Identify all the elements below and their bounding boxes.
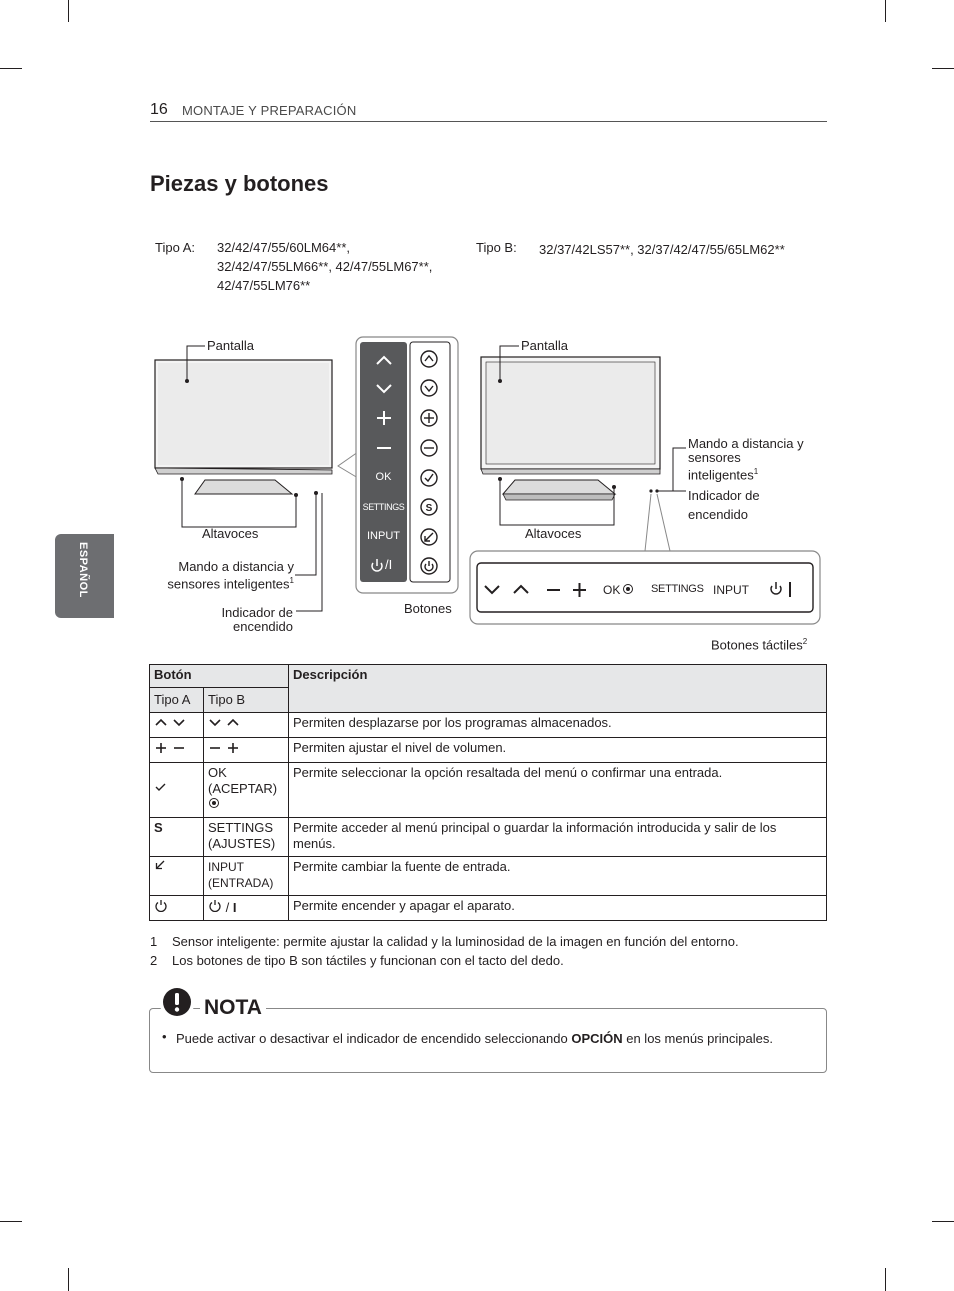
- table-row: [150, 763, 827, 818]
- crop-mark: [68, 1268, 69, 1291]
- power-icon: [154, 898, 168, 912]
- footnote-1: 1 Sensor inteligente: permite ajustar la calidad y la luminosidad de la imagen en función del entorno.: [150, 934, 739, 949]
- minus-plus-icon: [208, 740, 244, 754]
- touch-input-label: INPUT: [713, 583, 749, 597]
- svg-text:S: S: [425, 503, 433, 514]
- ok-dot-icon: [208, 797, 220, 809]
- cell-type-b: [204, 713, 289, 738]
- cell-description: Permite seleccionar la opción resaltada del menú o confirmar una entrada.: [289, 763, 827, 818]
- down-up-icon: [208, 715, 244, 729]
- note-title: NOTA: [200, 996, 266, 1020]
- cell-type-a: [150, 896, 204, 921]
- cell-type-a: [150, 763, 204, 818]
- touch-settings-label: SETTINGS: [651, 583, 704, 595]
- crop-mark: [0, 1221, 22, 1222]
- table-row: [150, 738, 827, 763]
- section-title: MONTAJE Y PREPARACIÓN: [182, 103, 357, 118]
- button-panel-illustration: [356, 337, 458, 593]
- cell-type-a: [150, 713, 204, 738]
- table-row: [150, 818, 827, 857]
- input-arrow-icon: [154, 859, 166, 871]
- label-speakers-b: Altavoces: [525, 526, 582, 541]
- cell-description: Permiten desplazarse por los programas almacenados.: [289, 713, 827, 738]
- cell-description: Permite cambiar la fuente de entrada.: [289, 857, 827, 896]
- table-row: [150, 857, 827, 896]
- type-a-label: Tipo A:: [155, 240, 195, 255]
- label-buttons: Botones: [404, 601, 452, 616]
- type-a-models: 32/42/47/55/60LM64**, 32/42/47/55LM66**, 42/47/55LM67**, 42/47/55LM76**: [217, 240, 433, 293]
- cell-type-a: [150, 857, 204, 896]
- page-title: Piezas y botones: [150, 171, 329, 196]
- label-remote-sensor-b: Mando a distancia y sensores inteligentes$^1$: [688, 436, 804, 483]
- cell-type-b: / I: [204, 896, 289, 921]
- label-power-indicator-a: Indicador de encendido: [221, 605, 293, 634]
- label-remote-sensor-a: Mando a distancia y sensores inteligentes$^1$: [167, 559, 294, 592]
- touch-ok-label: OK: [603, 583, 621, 597]
- exclamation-icon: [158, 984, 196, 1020]
- page-number: 16: [150, 101, 168, 118]
- panel-settings-label: SETTINGS: [362, 502, 405, 512]
- power-icon: [208, 898, 222, 912]
- panel-input-label: INPUT: [367, 530, 400, 542]
- up-down-icon: [154, 715, 190, 729]
- cell-type-b: OK (ACEPTAR): [204, 763, 289, 818]
- cell-description: Permite encender y apagar el aparato.: [289, 896, 827, 921]
- cell-description: Permiten ajustar el nivel de volumen.: [289, 738, 827, 763]
- touch-bar-illustration: [470, 551, 820, 624]
- cell-description: Permite acceder al menú principal o guardar la información introducida y salir de los menús.: [289, 818, 827, 857]
- cell-type-a: [150, 738, 204, 763]
- check-icon: [154, 781, 168, 793]
- panel-power-label: /I: [385, 557, 393, 572]
- crop-mark: [932, 1221, 954, 1222]
- label-touch-buttons: Botones táctiles$^2$: [711, 637, 808, 653]
- note-text: Puede activar o desactivar el indicador de encendido seleccionando OPCIÓN en los menús principales.: [176, 1031, 773, 1046]
- panel-ok-label: OK: [375, 471, 392, 483]
- header-type-b: Tipo B: [204, 688, 289, 713]
- cell-type-b: SETTINGS (AJUSTES): [204, 818, 289, 857]
- type-b-models: 32/37/42LS57**, 32/37/42/47/55/65LM62**: [539, 242, 785, 257]
- header-type-a: Tipo A: [150, 688, 204, 713]
- cell-type-b: INPUT (ENTRADA): [204, 857, 289, 896]
- buttons-table: [149, 664, 827, 921]
- footnote-2: 2 Los botones de tipo B son táctiles y funcionan con el tacto del dedo.: [150, 953, 564, 968]
- label-speakers-a: Altavoces: [202, 526, 259, 541]
- note-bullet: •: [162, 1029, 167, 1044]
- tv-type-b-illustration: [481, 346, 686, 551]
- label-power-indicator-b: Indicador de encendido: [688, 488, 760, 522]
- header-button: Botón: [150, 665, 289, 688]
- table-row: [150, 896, 827, 921]
- header-description: Descripción: [289, 665, 827, 713]
- type-b-label: Tipo B:: [476, 240, 517, 255]
- plus-minus-icon: [154, 740, 190, 754]
- crop-mark: [885, 1268, 886, 1291]
- cell-type-a: S: [150, 818, 204, 857]
- table-row: [150, 713, 827, 738]
- language-tab-label: ESPAÑOL: [77, 542, 89, 598]
- cell-type-b: [204, 738, 289, 763]
- label-screen-b: Pantalla: [521, 338, 568, 353]
- label-screen-a: Pantalla: [207, 338, 254, 353]
